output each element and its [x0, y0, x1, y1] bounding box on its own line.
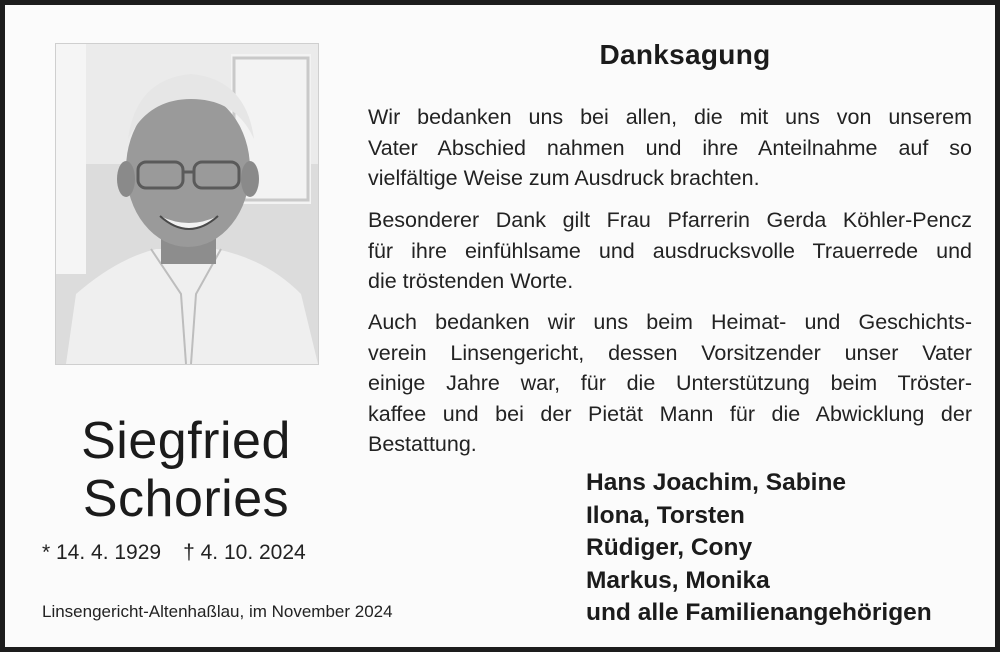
text-line: einige Jahre war, für die Unterstützung beim Tröster- [368, 371, 972, 395]
birth-date: * 14. 4. 1929 [42, 541, 162, 564]
text-line: Auch bedanken wir uns beim Heimat- und Geschichts- [368, 310, 972, 334]
signature-line: Hans Joachim, Sabine [586, 469, 847, 496]
death-date: † 4. 10. 2024 [183, 541, 306, 564]
paragraph-thanks-association [368, 307, 972, 460]
text-line: die tröstenden Worte. [368, 269, 574, 293]
deceased-first-name: Siegfried [81, 412, 291, 470]
signature-line: Rüdiger, Cony [586, 534, 753, 561]
text-line: vielfältige Weise zum Ausdruck brachten. [368, 166, 760, 190]
place-and-date: Linsengericht-Altenhaßlau, im November 2024 [42, 602, 393, 621]
signature-line: Markus, Monika [586, 566, 770, 594]
signature-line: und alle Familienangehörigen [586, 599, 932, 626]
paragraph-thanks-pastor [368, 205, 972, 297]
text-line: Wir bedanken uns bei allen, die mit uns von unserem [368, 105, 972, 129]
life-dates [42, 541, 306, 565]
text-line: Vater Abschied nahmen und ihre Anteilnahme auf so [368, 135, 972, 160]
deceased-last-name: Schories [82, 470, 290, 528]
text-line: kaffee und bei der Pietät Mann für die Abwicklung der [368, 401, 972, 426]
paragraph-thanks-all [368, 102, 972, 194]
signature-block [586, 467, 932, 630]
text-line: Bestattung. [368, 432, 477, 456]
text-line: für ihre einfühlsame und ausdrucksvolle Trauerrede und [368, 238, 972, 263]
signature-line: Ilona, Torsten [586, 501, 745, 529]
text-line: verein Linsengericht, dessen Vorsitzender unser Vater [368, 340, 972, 365]
text-line: Besonderer Dank gilt Frau Pfarrerin Gerda Köhler-Pencz [368, 208, 972, 232]
heading: Danksagung [599, 39, 771, 70]
portrait-photo [55, 43, 319, 365]
